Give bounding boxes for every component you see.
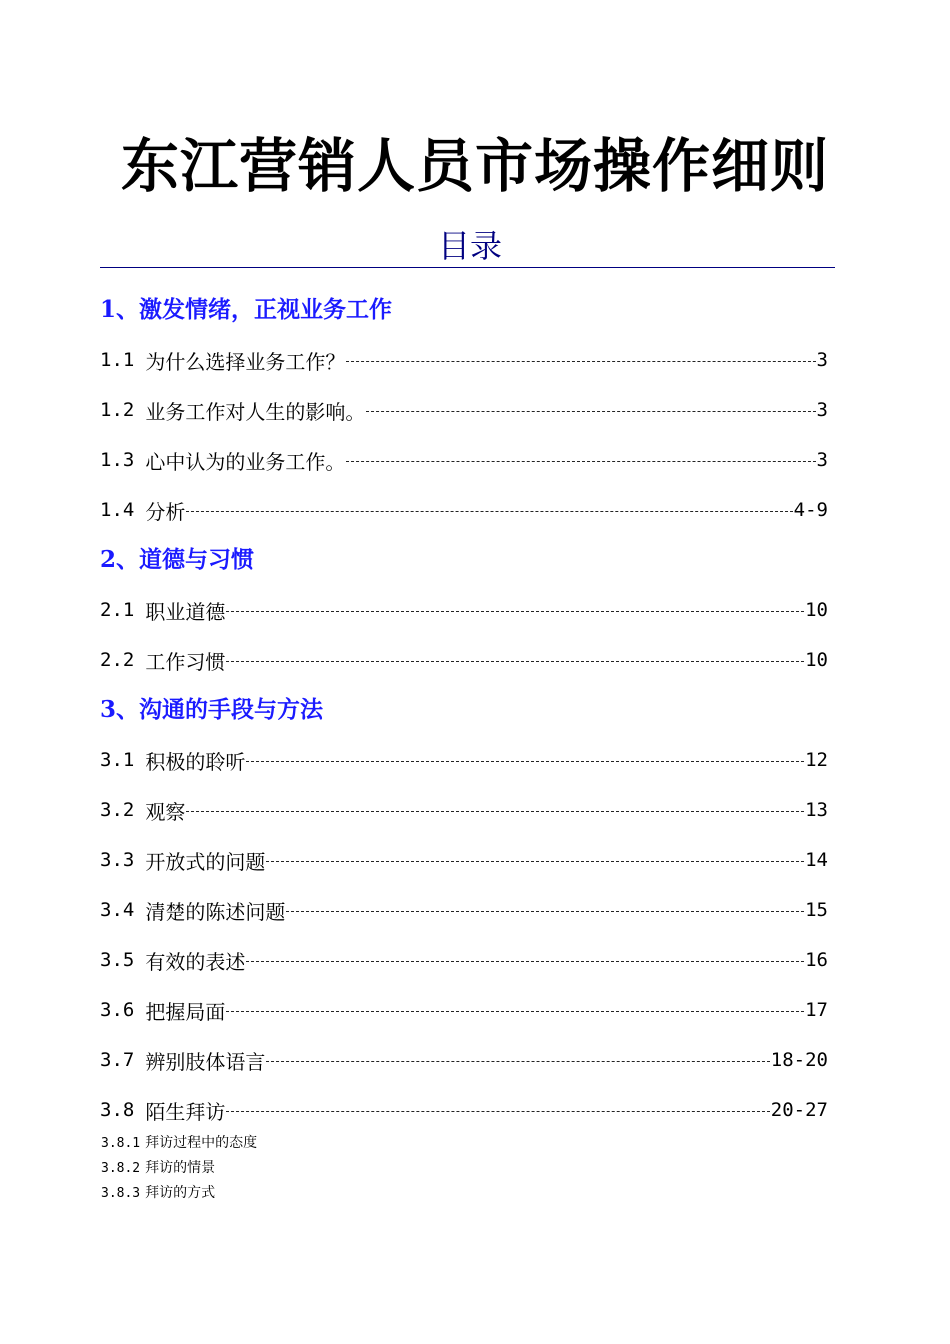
toc-entry-number: 1.1 xyxy=(100,349,135,371)
toc-divider xyxy=(100,267,835,268)
toc-sub-entry-label: 拜访的情景 xyxy=(145,1160,216,1176)
toc-entry-page: 15 xyxy=(805,899,828,921)
toc-section-heading[interactable]: 2、道德与习惯 xyxy=(100,546,255,573)
toc-entry-number: 3.2 xyxy=(100,799,135,821)
toc-section-heading[interactable]: 1、激发情绪，正视业务工作 xyxy=(100,296,393,323)
toc-entry[interactable] xyxy=(100,485,828,535)
toc-sub-entry[interactable] xyxy=(101,1131,501,1156)
toc-leader-line xyxy=(246,761,804,762)
toc-entry-number: 2.1 xyxy=(100,599,135,621)
toc-entry-label: 陌生拜访 xyxy=(145,1099,226,1124)
toc-entry-page: 16 xyxy=(805,949,828,971)
toc-entry-label: 业务工作对人生的影响。 xyxy=(145,399,366,424)
toc-sub-entry-number: 3.8.1 xyxy=(101,1136,141,1151)
toc-entry-page: 10 xyxy=(805,649,828,671)
toc-entry-page: 17 xyxy=(805,999,828,1021)
toc-leader-line xyxy=(346,361,815,362)
toc-entry-label: 职业道德 xyxy=(145,599,226,624)
toc-entry-label: 有效的表述 xyxy=(145,949,246,974)
toc-leader-line xyxy=(286,911,804,912)
toc-entry-label: 为什么选择业务工作？ xyxy=(145,349,346,374)
toc-entry-label: 开放式的问题 xyxy=(145,849,266,874)
toc-entry-page: 20-27 xyxy=(770,1099,828,1121)
toc-leader-line xyxy=(226,611,804,612)
toc-leader-line xyxy=(266,1061,769,1062)
toc-entry-page: 3 xyxy=(816,449,828,471)
toc-sub-entry-number: 3.8.3 xyxy=(101,1186,141,1201)
toc-entry-page: 3 xyxy=(816,349,828,371)
toc-entry-number: 2.2 xyxy=(100,649,135,671)
toc-section-heading[interactable]: 3、沟通的手段与方法 xyxy=(100,696,324,723)
document-title: 东江营销人员市场操作细则 xyxy=(120,132,829,200)
toc-leader-line xyxy=(266,861,804,862)
toc-entry-number: 3.5 xyxy=(100,949,135,971)
toc-entry-page: 14 xyxy=(805,849,828,871)
toc-entry-number: 1.4 xyxy=(100,499,135,521)
toc-entry-label: 观察 xyxy=(145,799,186,824)
toc-entry-label: 把握局面 xyxy=(145,999,226,1024)
toc-entry-page: 10 xyxy=(805,599,828,621)
toc-entry-label: 心中认为的业务工作。 xyxy=(145,449,346,474)
toc-leader-line xyxy=(366,411,815,412)
toc-entry-number: 3.7 xyxy=(100,1049,135,1071)
toc-sub-entries xyxy=(101,1131,501,1206)
toc-entry[interactable] xyxy=(100,1085,828,1135)
toc-entry[interactable] xyxy=(100,335,828,385)
toc-entry-number: 1.3 xyxy=(100,449,135,471)
toc-entry[interactable] xyxy=(100,635,828,685)
toc-entry-page: 18-20 xyxy=(770,1049,828,1071)
toc-entry-page: 13 xyxy=(805,799,828,821)
toc-entry-number: 3.4 xyxy=(100,899,135,921)
toc-entry-label: 清楚的陈述问题 xyxy=(145,899,286,924)
toc-leader-line xyxy=(226,661,804,662)
toc-entry-number: 3.6 xyxy=(100,999,135,1021)
toc-entry-number: 3.1 xyxy=(100,749,135,771)
toc-entry[interactable] xyxy=(100,935,828,985)
toc-entry[interactable] xyxy=(100,735,828,785)
toc-entry[interactable] xyxy=(100,1035,828,1085)
toc-entry[interactable] xyxy=(100,785,828,835)
toc-sub-entry-label: 拜访的方式 xyxy=(145,1185,216,1201)
toc-sub-entry[interactable] xyxy=(101,1156,501,1181)
toc-entry-label: 辨别肢体语言 xyxy=(145,1049,266,1074)
toc-sub-entry-number: 3.8.2 xyxy=(101,1161,141,1176)
toc-entry[interactable] xyxy=(100,985,828,1035)
toc-leader-line xyxy=(346,461,815,462)
toc-entry-number: 1.2 xyxy=(100,399,135,421)
toc-entry[interactable] xyxy=(100,835,828,885)
toc-leader-line xyxy=(226,1111,769,1112)
toc-leader-line xyxy=(186,811,804,812)
toc-entry-label: 积极的聆听 xyxy=(145,749,246,774)
toc-entry-page: 3 xyxy=(816,399,828,421)
toc-entry-page: 12 xyxy=(805,749,828,771)
toc-entry-number: 3.3 xyxy=(100,849,135,871)
toc-entry[interactable] xyxy=(100,885,828,935)
toc-heading: 目录 xyxy=(437,227,502,265)
toc-sub-entry[interactable] xyxy=(101,1181,501,1206)
toc-entry-label: 工作习惯 xyxy=(145,649,226,674)
toc-entry[interactable] xyxy=(100,385,828,435)
toc-entry-label: 分析 xyxy=(145,499,186,524)
toc-leader-line xyxy=(246,961,804,962)
toc-leader-line xyxy=(226,1011,804,1012)
toc-sub-entry-label: 拜访过程中的态度 xyxy=(145,1135,258,1151)
toc-entry-number: 3.8 xyxy=(100,1099,135,1121)
toc-leader-line xyxy=(186,511,792,512)
toc-entry-page: 4-9 xyxy=(793,499,828,521)
table-of-contents xyxy=(100,285,828,1135)
toc-entry[interactable] xyxy=(100,585,828,635)
toc-entry[interactable] xyxy=(100,435,828,485)
